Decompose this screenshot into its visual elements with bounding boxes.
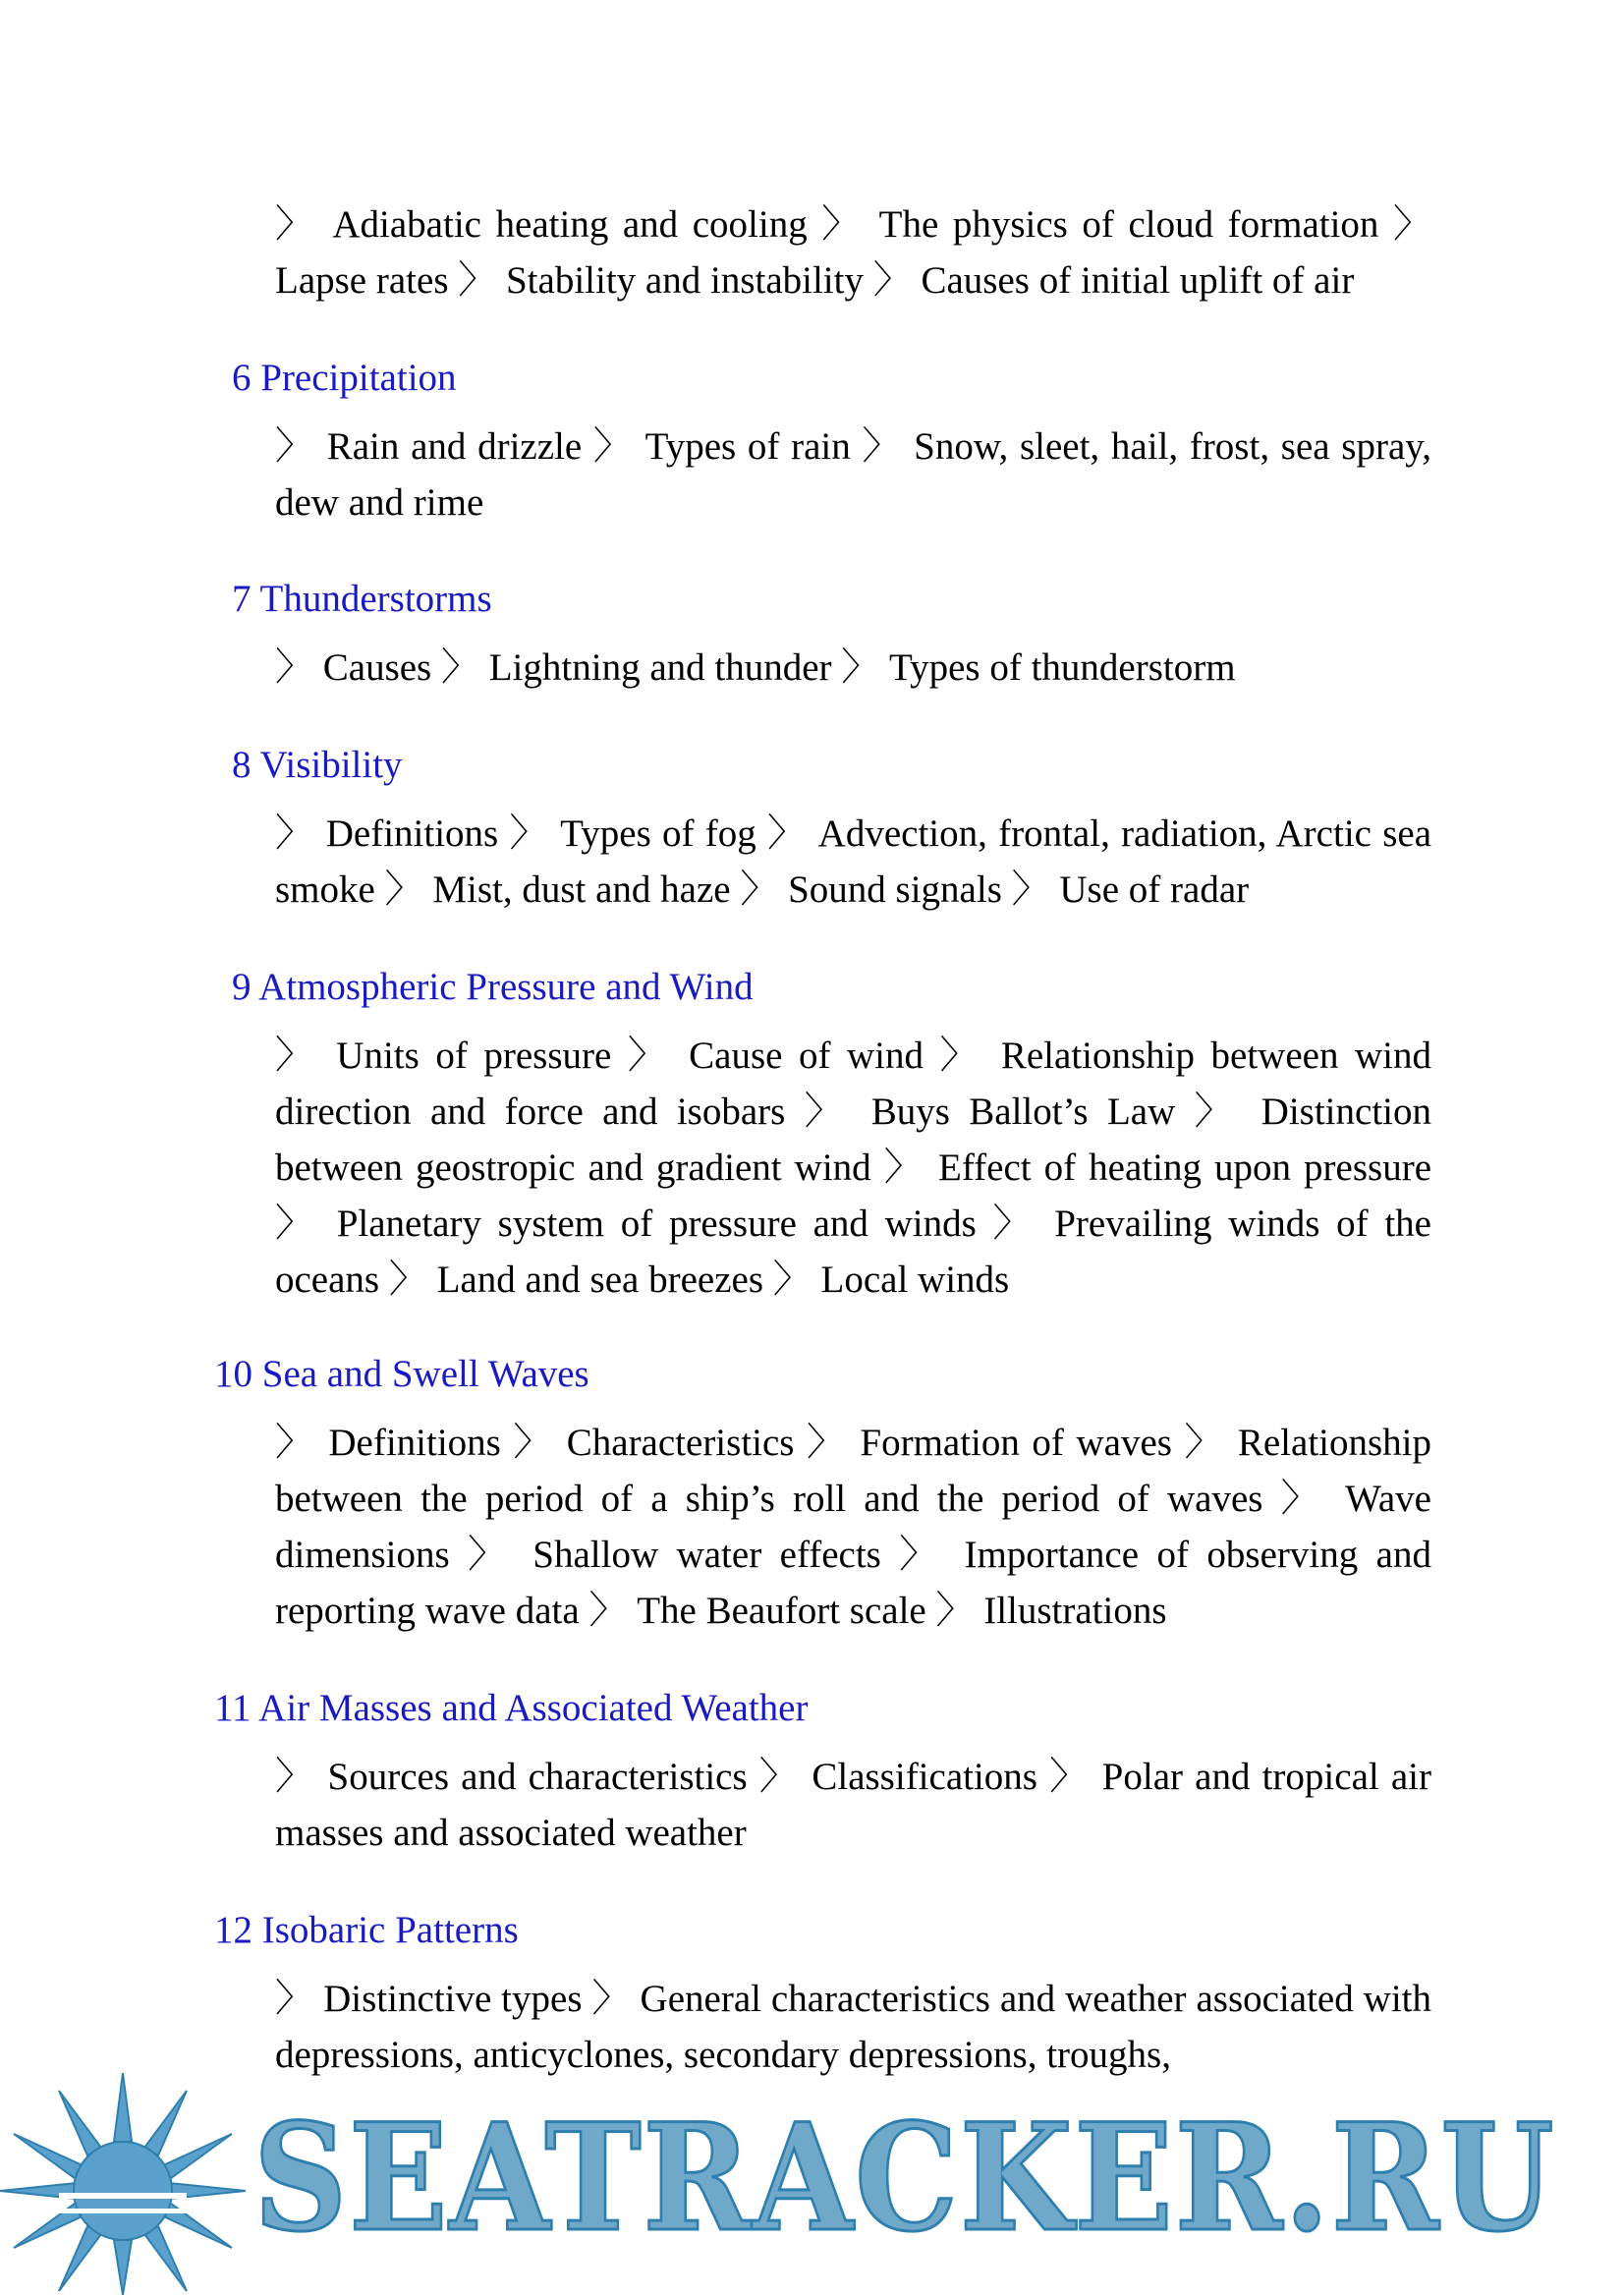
section-6-text: 〉 Rain and drizzle 〉 Types of rain 〉 Snow, sleet, hail, frost, sea spray, dew and rime [275, 425, 1431, 524]
section-10-text: 〉 Definitions 〉 Characteristics 〉 Formation of waves 〉 Relationship between the period of a ship’s roll and the period of waves 〉 Wave dimensions 〉 Shallow water effects 〉 Importance of observing and reporting wave data 〉 The Beaufort scale 〉 Illustrations [275, 1422, 1431, 1632]
watermark-text: SEATRACKER.RU [253, 2092, 1556, 2265]
section-7-text: 〉 Causes 〉 Lightning and thunder 〉 Types of thunderstorm [275, 646, 1236, 689]
section-12-text: 〉 Distinctive types 〉 General characteristics and weather associated with depressions, anticyclones, secondary depressions, troughs, [275, 1978, 1431, 2076]
section-10-heading: 10 Sea and Swell Waves [214, 1353, 589, 1395]
section-11-heading: 11 Air Masses and Associated Weather [214, 1687, 809, 1729]
sun-icon [0, 2073, 246, 2295]
section-9-text: 〉 Units of pressure 〉 Cause of wind 〉 Relationship between wind direction and force and isobars 〉 Buys Ballot’s Law 〉 Distinction between geostropic and gradient wind 〉 Effect of heating upon pressure 〉 Planetary system of pressure and winds 〉 Prevailing winds of the oceans 〉 Land and sea breezes 〉 Local winds [275, 1035, 1431, 1301]
section-8-heading: 8 Visibility [232, 744, 403, 786]
section-0-text: 〉 Adiabatic heating and cooling 〉 The physics of cloud formation 〉 Lapse rates 〉 Stability and instability 〉 Causes of initial uplift of air [275, 203, 1431, 302]
section-12-heading: 12 Isobaric Patterns [214, 1909, 519, 1951]
section-9-heading: 9 Atmospheric Pressure and Wind [232, 966, 754, 1008]
section-7-heading: 7 Thunderstorms [232, 578, 492, 620]
section-8-text: 〉 Definitions 〉 Types of fog 〉 Advection, frontal, radiation, Arctic sea smoke 〉 Mist, dust and haze 〉 Sound signals 〉 Use of radar [275, 812, 1431, 911]
section-6-heading: 6 Precipitation [232, 357, 457, 399]
watermark [0, 2073, 1624, 2295]
section-11-text: 〉 Sources and characteristics 〉 Classifications 〉 Polar and tropical air masses and associated weather [275, 1756, 1431, 1854]
